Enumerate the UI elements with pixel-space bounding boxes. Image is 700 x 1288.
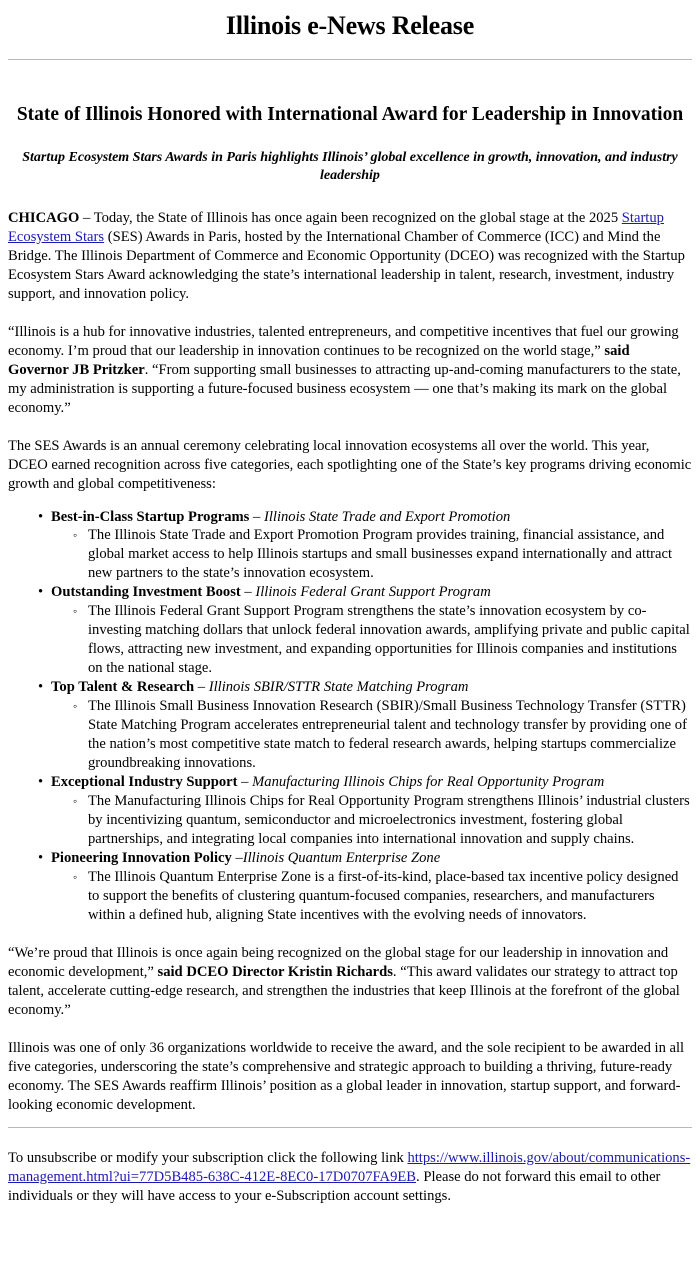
category-description: The Illinois Federal Grant Support Program strengthens the state’s innovation ecosystem by co-investing matching dollars that unlock federal innovation awards, amplifying private and public capital flows, attracting new investment, and expanding opportunities for Illinois companies and institutions on the national stage. — [88, 603, 690, 677]
list-item — [8, 508, 692, 584]
paragraph-director-quote — [8, 944, 692, 1020]
unsubscribe-link[interactable]: https://www.illinois.gov/about/communications-management.html?ui=77D5B485-638C-412E-8EC0-17D0707FA9EB — [8, 1149, 691, 1185]
header-divider — [8, 59, 692, 60]
list-item — [8, 849, 692, 925]
bullet-disc-icon: • — [38, 679, 44, 696]
award-categories-list — [8, 508, 692, 925]
category-detail-list — [51, 526, 692, 583]
paragraph-ses-awards-intro: The SES Awards is an annual ceremony celebrating local innovation ecosystems all over the world. This year, DCEO earned recognition across five categories, each spotlighting one of the State’s key programs driving economic growth and global competitiveness: — [8, 437, 692, 492]
list-item — [51, 526, 692, 583]
list-item — [51, 792, 692, 849]
director-quote-part1: “We’re proud that Illinois is once again being recognized on the global stage for our leadership in innovation and economic development,” — [8, 944, 669, 980]
category-separator: – — [240, 584, 256, 601]
bullet-circle-icon: ◦ — [73, 604, 78, 619]
category-program: Manufacturing Illinois Chips for Real Opportunity Program — [252, 774, 605, 791]
category-title: Outstanding Investment Boost — [51, 584, 241, 601]
category-separator: – — [237, 774, 253, 791]
category-separator: – — [249, 508, 264, 525]
category-description: The Manufacturing Illinois Chips for Real Opportunity Program strengthens Illinois’ industrial clusters by incentivizing quantum, semiconductor and microelectronics investment, fostering global partnerships, and integrating local companies into international innovation and supply chains. — [88, 793, 690, 847]
category-program: Illinois Federal Grant Support Program — [255, 584, 491, 601]
category-title: Pioneering Innovation Policy — [51, 849, 232, 866]
category-description: The Illinois State Trade and Export Promotion Program provides training, financial assistance, and global market access to help Illinois startups and small businesses expand internationally and attract new partners to the state’s innovation ecosystem. — [88, 527, 672, 582]
page-title: State of Illinois Honored with International Award for Leadership in Innovation — [16, 103, 684, 125]
category-title: Best-in-Class Startup Programs — [51, 508, 250, 525]
paragraph-lead — [8, 209, 692, 304]
category-separator: – — [231, 849, 243, 866]
list-item — [51, 602, 692, 678]
list-item — [51, 697, 692, 773]
category-program: Illinois Quantum Enterprise Zone — [242, 849, 441, 866]
category-description: The Illinois Small Business Innovation Research (SBIR)/Small Business Technology Transfer (STTR) State Matching Program accelerates entrepreneurial talent and technology transfer by providing one of the nation’s most competitive state match to federal research awards, helping startups commercialize groundbreaking innovations. — [88, 698, 687, 772]
category-title: Top Talent & Research — [51, 679, 195, 696]
list-item — [8, 773, 692, 849]
category-description: The Illinois Quantum Enterprise Zone is a first-of-its-kind, place-based tax incentive policy designed to support the benefits of clustering quantum-focused companies, researchers, and manufacturers within a defined hub, aligning State incentives with the evolving needs of innovators. — [88, 868, 679, 923]
category-detail-list — [51, 868, 692, 925]
governor-quote-part2: . “From supporting small businesses to attracting up-and-coming manufacturers to the state, my administration is supporting a future-focused business ecosystem — one that’s making its mark on the global economy.” — [8, 361, 681, 416]
bullet-circle-icon: ◦ — [73, 869, 78, 884]
bullet-circle-icon: ◦ — [73, 699, 78, 714]
bullet-disc-icon: • — [38, 849, 44, 866]
category-program: Illinois State Trade and Export Promotion — [263, 508, 511, 525]
category-program: Illinois SBIR/STTR State Matching Program — [208, 679, 469, 696]
list-item — [8, 583, 692, 678]
dateline: CHICAGO — [8, 209, 80, 226]
category-separator: – — [194, 679, 209, 696]
list-item — [51, 868, 692, 925]
lead-text-before-link: – Today, the State of Illinois has once again been recognized on the global stage at the 2025 — [79, 209, 622, 226]
category-title: Exceptional Industry Support — [51, 774, 238, 791]
paragraph-closing: Illinois was one of only 36 organizations worldwide to receive the award, and the sole recipient to be awarded in all five categories, underscoring the state’s comprehensive and strategic approach to building a thriving, future-ready economy. The SES Awards reaffirm Illinois’ position as a global leader in innovation, startup support, and forward-looking economic development. — [8, 1039, 685, 1113]
unsubscribe-notice — [8, 1149, 692, 1206]
category-detail-list — [51, 697, 692, 773]
unsubscribe-intro: To unsubscribe or modify your subscription click the following link — [8, 1149, 408, 1166]
bullet-disc-icon: • — [38, 508, 44, 525]
paragraph-governor-quote — [8, 323, 692, 418]
article-subhead: Startup Ecosystem Stars Awards in Paris highlights Illinois’ global excellence in growth, innovation, and industry leadership — [22, 149, 678, 183]
unsubscribe-outro: . Please do not forward this email to other individuals or they will have access to your e-Subscription account settings. — [8, 1168, 661, 1204]
bullet-circle-icon: ◦ — [73, 794, 78, 809]
category-detail-list — [51, 792, 692, 849]
governor-quote-part1: “Illinois is a hub for innovative industries, talented entrepreneurs, and competitive incentives that fuel our growing economy. I’m proud that our leadership in innovation continues to be recognized on the world stage,” — [8, 323, 679, 359]
list-item — [8, 678, 692, 773]
bullet-circle-icon: ◦ — [73, 528, 78, 543]
bullet-disc-icon: • — [38, 774, 44, 791]
category-detail-list — [51, 602, 692, 678]
director-quote-part2: . “This award validates our strategy to attract top talent, accelerate cutting-edge research, and strengthen the industries that keep Illinois at the forefront of the global economy.” — [8, 963, 680, 1018]
startup-ecosystem-stars-link[interactable]: Startup Ecosystem Stars — [8, 209, 664, 245]
governor-attribution: said Governor JB Pritzker — [8, 342, 630, 378]
masthead-title: Illinois e-News Release — [225, 11, 475, 40]
lead-text-after-link: (SES) Awards in Paris, hosted by the International Chamber of Commerce (ICC) and Mind the Bridge. The Illinois Department of Commerce and Economic Opportunity (DCEO) was recognized with the Startup Ecosystem Stars Award acknowledging the state’s international leadership in talent, research, investment, industry support, and innovation policy. — [8, 228, 685, 302]
bullet-disc-icon: • — [38, 584, 44, 601]
director-attribution: said DCEO Director Kristin Richards — [157, 963, 393, 980]
footer-divider — [8, 1127, 692, 1128]
